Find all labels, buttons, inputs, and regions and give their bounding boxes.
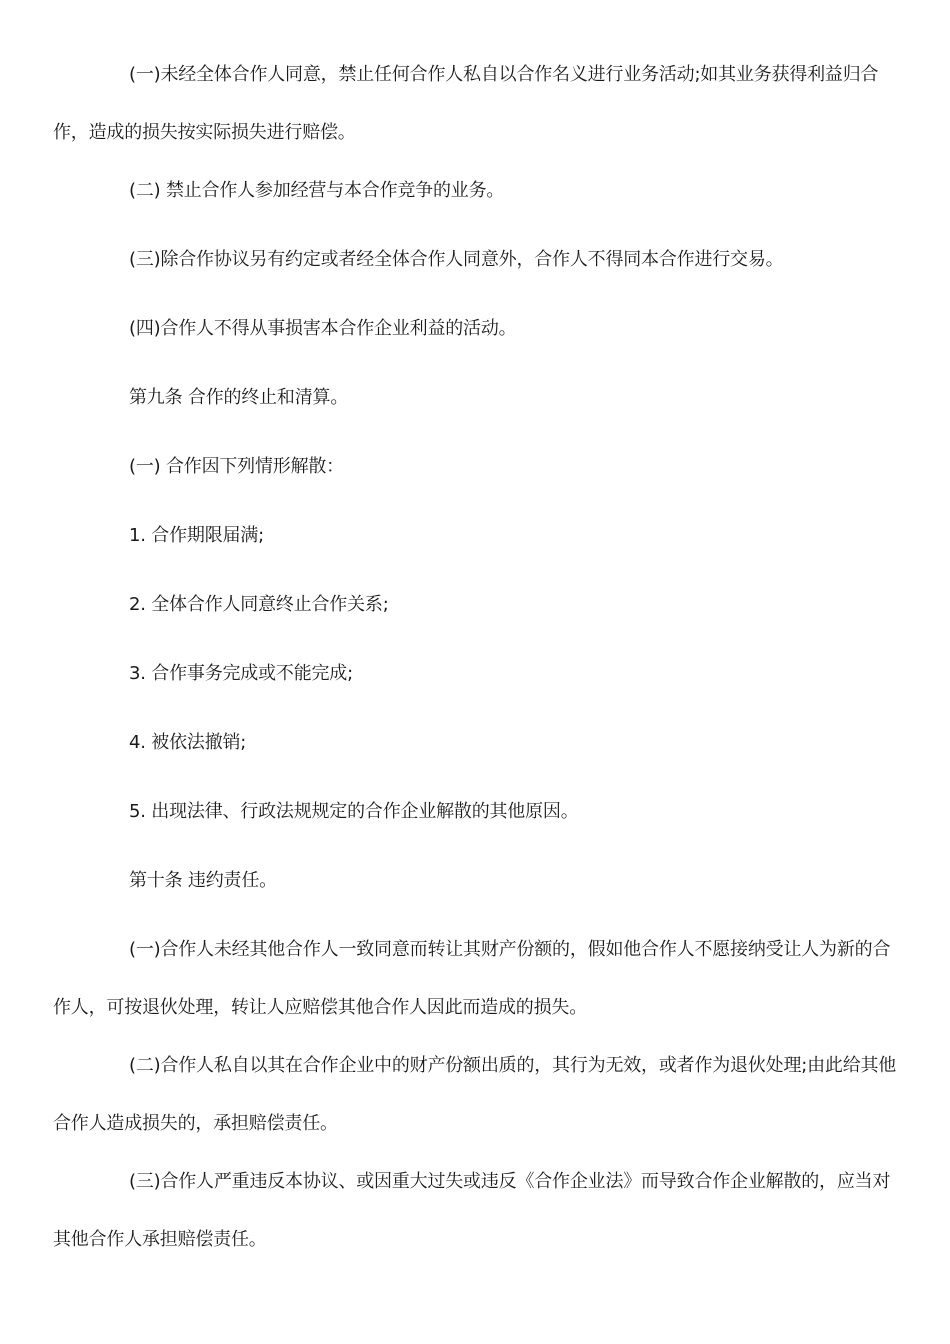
paragraph-clause-8-4: (四)合作人不得从事损害本合作企业利益的活动。	[129, 318, 517, 339]
list-item-9-5: 5. 出现法律、行政法规规定的合作企业解散的其他原因。	[129, 801, 579, 822]
paragraph-clause-9-1: (一) 合作因下列情形解散：	[129, 456, 344, 477]
paragraph-clause-10-2: (二)合作人私自以其在合作企业中的财产份额出质的，其行为无效，或者作为退伙处理;由此给其他合作人造成损失的，承担赔偿责任。	[53, 1055, 897, 1134]
paragraph-clause-8-2: (二) 禁止合作人参加经营与本合作竞争的业务。	[129, 180, 505, 201]
list-item-9-2: 2. 全体合作人同意终止合作关系;	[129, 594, 389, 615]
document-page	[53, 58, 899, 1281]
article-10-heading: 第十条 违约责任。	[129, 870, 277, 891]
paragraph-clause-10-1: (一)合作人未经其他合作人一致同意而转让其财产份额的，假如他合作人不愿接纳受让人为新的合作人，可按退伙处理，转让人应赔偿其他合作人因此而造成的损失。	[53, 939, 891, 1018]
paragraph-clause-8-3: (三)除合作协议另有约定或者经全体合作人同意外，合作人不得同本合作进行交易。	[129, 249, 784, 270]
article-9-heading: 第九条 合作的终止和清算。	[129, 387, 349, 408]
list-item-9-4: 4. 被依法撤销;	[129, 732, 247, 753]
paragraph-clause-8-1: (一)未经全体合作人同意，禁止任何合作人私自以合作名义进行业务活动;如其业务获得利益归合作，造成的损失按实际损失进行赔偿。	[53, 64, 879, 143]
list-item-9-3: 3. 合作事务完成或不能完成;	[129, 663, 353, 684]
list-item-9-1: 1. 合作期限届满;	[129, 525, 264, 546]
paragraph-clause-10-3: (三)合作人严重违反本协议、或因重大过失或违反《合作企业法》而导致合作企业解散的，应当对其他合作人承担赔偿责任。	[53, 1171, 891, 1250]
